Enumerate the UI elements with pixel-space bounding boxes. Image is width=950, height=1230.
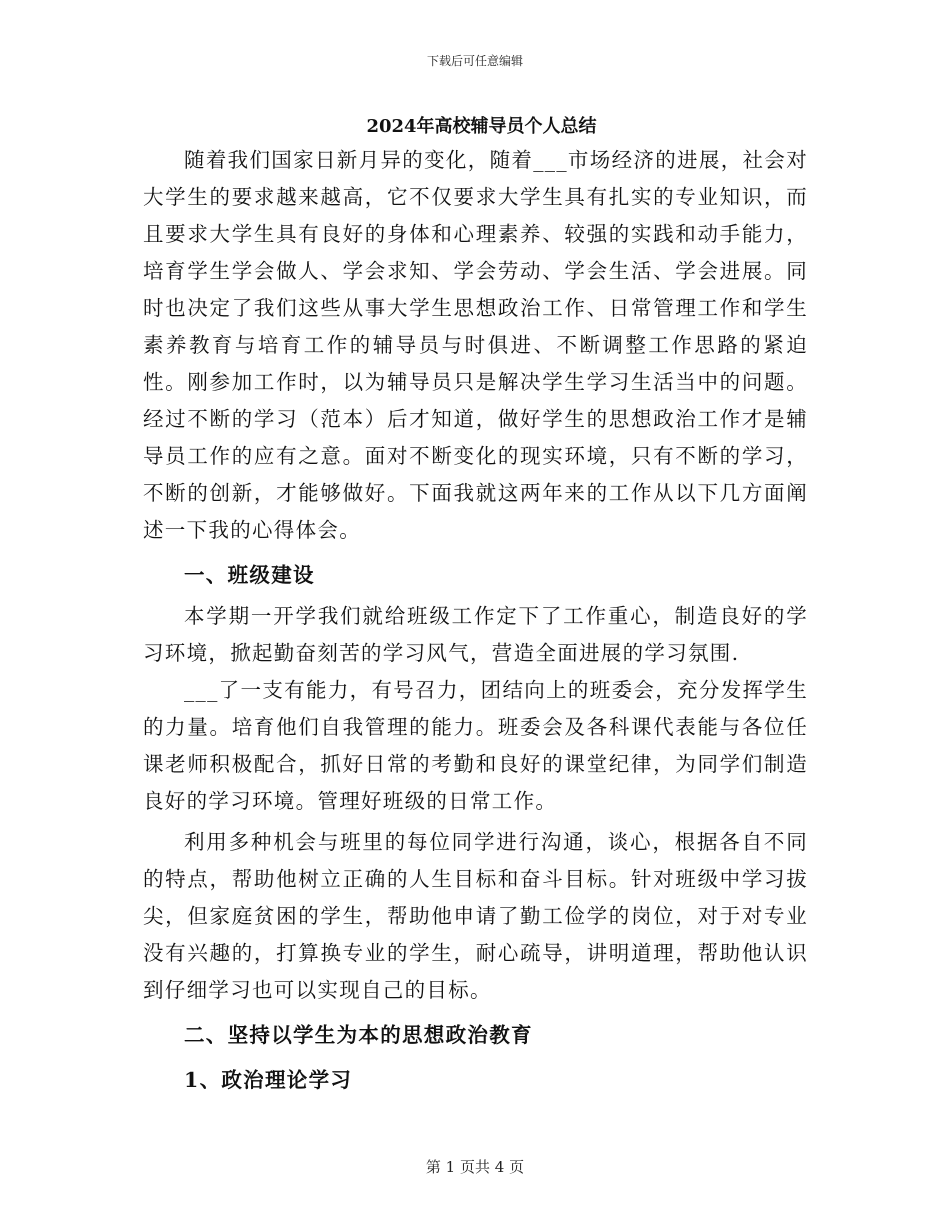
subsection-heading-theory-study: 1、政治理论学习 [184, 1068, 353, 1092]
document-title: 2024年高校辅导员个人总结 [366, 116, 597, 137]
paragraph-class-goals: 本学期一开学我们就给班级工作定下了工作重心，制造良好的学习环境，掀起勤奋刻苦的学习风气，营造全面进展的学习氛围. [143, 604, 808, 665]
paragraph-student-communication: 利用多种机会与班里的每位同学进行沟通，谈心，根据各自不同的特点，帮助他树立正确的人生目标和奋斗目标。针对班级中学习拔尖，但家庭贫困的学生，帮助他申请了勤工俭学的岗位，对于对专业没有兴趣的，打算换专业的学生，耐心疏导，讲明道理，帮助他认识到仔细学习也可以实现自己的目标。 [143, 830, 808, 1002]
intro-paragraph: 随着我们国家日新月异的变化，随着___市场经济的进展，社会对大学生的要求越来越高，它不仅要求大学生具有扎实的专业知识，而且要求大学生具有良好的身体和心理素养、较强的实践和动手能力，培育学生学会做人、学会求知、学会劳动、学会生活、学会进展。同时也决定了我们这些从事大学生思想政治工作、日常管理工作和学生素养教育与培育工作的辅导员与时俱进、不断调整工作思路的紧迫性。刚参加工作时，以为辅导员只是解决学生学习生活当中的问题。经过不断的学习（范本）后才知道，做好学生的思想政治工作才是辅导员工作的应有之意。面对不断变化的现实环境，只有不断的学习，不断的创新，才能够做好。下面我就这两年来的工作从以下几方面阐述一下我的心得体会。 [143, 148, 808, 542]
section-heading-class-building: 一、班级建设 [184, 563, 315, 587]
page-header: 下载后可任意编辑 [426, 54, 523, 68]
document-body [143, 112, 808, 1103]
page-footer: 第 1 页共 4 页 [425, 1158, 525, 1176]
section-heading-political-education: 二、坚持以学生为本的思想政治教育 [184, 1023, 533, 1047]
paragraph-class-committee: ___了一支有能力，有号召力，团结向上的班委会，充分发挥学生的力量。培育他们自我管理的能力。班委会及各科课代表能与各位任课老师积极配合，抓好日常的考勤和良好的课堂纪律，为同学们制造良好的学习环境。管理好班级的日常工作。 [143, 678, 808, 813]
